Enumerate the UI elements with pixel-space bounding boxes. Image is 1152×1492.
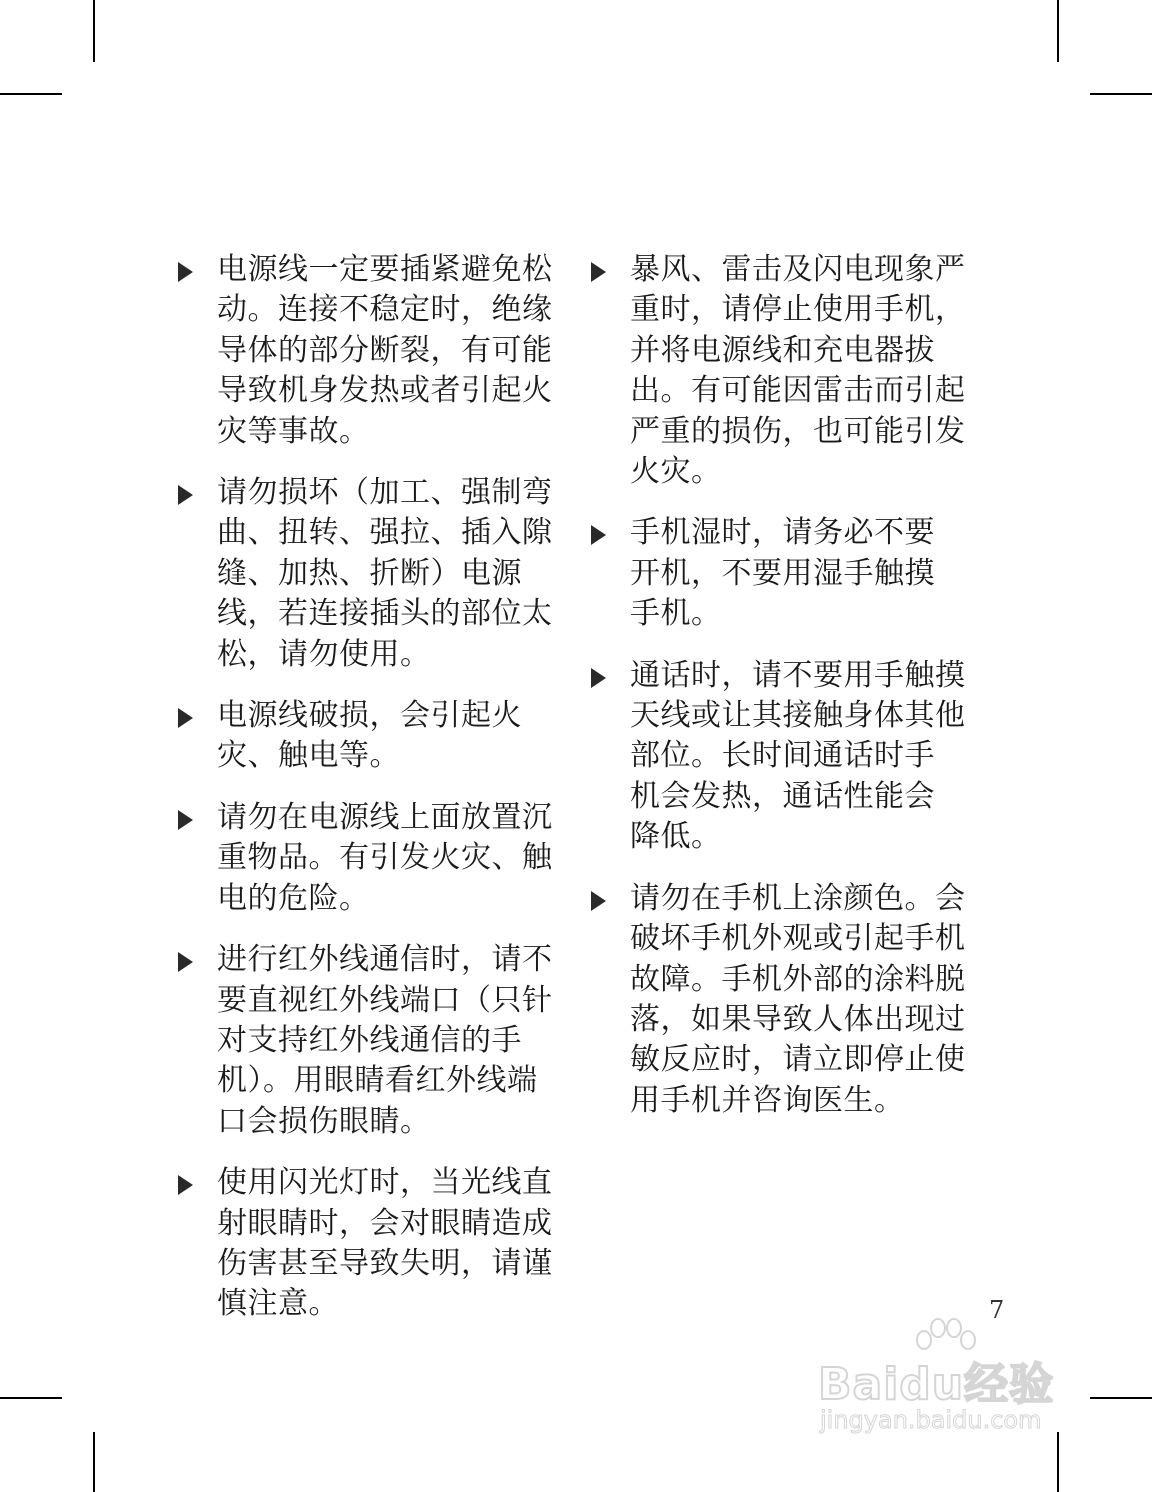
list-item bbox=[588, 879, 968, 1121]
list-item bbox=[175, 250, 555, 452]
triangle-bullet-icon bbox=[591, 668, 606, 688]
crop-mark bbox=[93, 1432, 95, 1492]
item-text: 使用闪光灯时，当光线直 射眼睛时，会对眼睛造成 伤害甚至导致失明，请谨 慎注意。 bbox=[217, 1165, 553, 1322]
triangle-bullet-icon bbox=[178, 262, 193, 282]
right-column bbox=[588, 250, 968, 1142]
list-item bbox=[588, 250, 968, 492]
list-item bbox=[588, 656, 968, 858]
item-text: 电源线破损，会引起火 灾、触电等。 bbox=[217, 698, 522, 774]
item-text: 电源线一定要插紧避免松 动。连接不稳定时，绝缘 导体的部分断裂，有可能 导致机身发热或者引起火 灾等事故。 bbox=[217, 252, 553, 449]
crop-mark bbox=[1057, 0, 1059, 62]
list-item bbox=[175, 940, 555, 1142]
triangle-bullet-icon bbox=[591, 891, 606, 911]
item-text: 手机湿时，请务必不要 开机，不要用湿手触摸 手机。 bbox=[630, 515, 935, 632]
triangle-bullet-icon bbox=[178, 810, 193, 830]
watermark-brand: Baidu经验 bbox=[818, 1359, 1055, 1410]
item-text: 暴风、雷击及闪电现象严 重时，请停止使用手机， 并将电源线和充电器拔 出。有可能因雷击而引起 严重的损伤，也可能引发 火灾。 bbox=[630, 252, 966, 490]
list-item bbox=[175, 696, 555, 777]
item-text: 请勿损坏（加工、强制弯 曲、扭转、强拉、插入隙 缝、加热、折断）电源 线，若连接插头的部位太 松，请勿使用。 bbox=[217, 475, 553, 672]
item-text: 进行红外线通信时，请不 要直视红外线端口（只针 对支持红外线通信的手 机）。用眼睛看红外线端 口会损伤眼睛。 bbox=[217, 942, 553, 1139]
triangle-bullet-icon bbox=[178, 708, 193, 728]
list-item bbox=[588, 513, 968, 634]
list-item bbox=[175, 1163, 555, 1325]
item-text: 请勿在电源线上面放置沉 重物品。有引发火灾、触 电的危险。 bbox=[217, 799, 553, 916]
list-item bbox=[175, 473, 555, 675]
list-item bbox=[175, 798, 555, 919]
watermark-url: jingyan.baidu.com bbox=[820, 1406, 1042, 1434]
crop-mark bbox=[1090, 1397, 1152, 1399]
crop-mark bbox=[1090, 93, 1152, 95]
crop-mark bbox=[0, 93, 62, 95]
triangle-bullet-icon bbox=[178, 485, 193, 505]
item-text: 请勿在手机上涂颜色。会 破坏手机外观或引起手机 故障。手机外部的涂料脱 落，如果导致人体出现过 敏反应时，请立即停止使 用手机并咨询医生。 bbox=[630, 880, 966, 1118]
triangle-bullet-icon bbox=[591, 262, 606, 282]
triangle-bullet-icon bbox=[178, 1175, 193, 1195]
triangle-bullet-icon bbox=[178, 952, 193, 972]
item-text: 通话时，请不要用手触摸 天线或让其接触身体其他 部位。长时间通话时手 机会发热，通话性能会 降低。 bbox=[630, 657, 966, 855]
crop-mark bbox=[0, 1397, 62, 1399]
crop-mark bbox=[93, 0, 95, 62]
page-number: 7 bbox=[989, 1296, 1005, 1324]
triangle-bullet-icon bbox=[591, 525, 606, 545]
left-column bbox=[175, 250, 555, 1346]
baidu-watermark bbox=[818, 1318, 1080, 1448]
